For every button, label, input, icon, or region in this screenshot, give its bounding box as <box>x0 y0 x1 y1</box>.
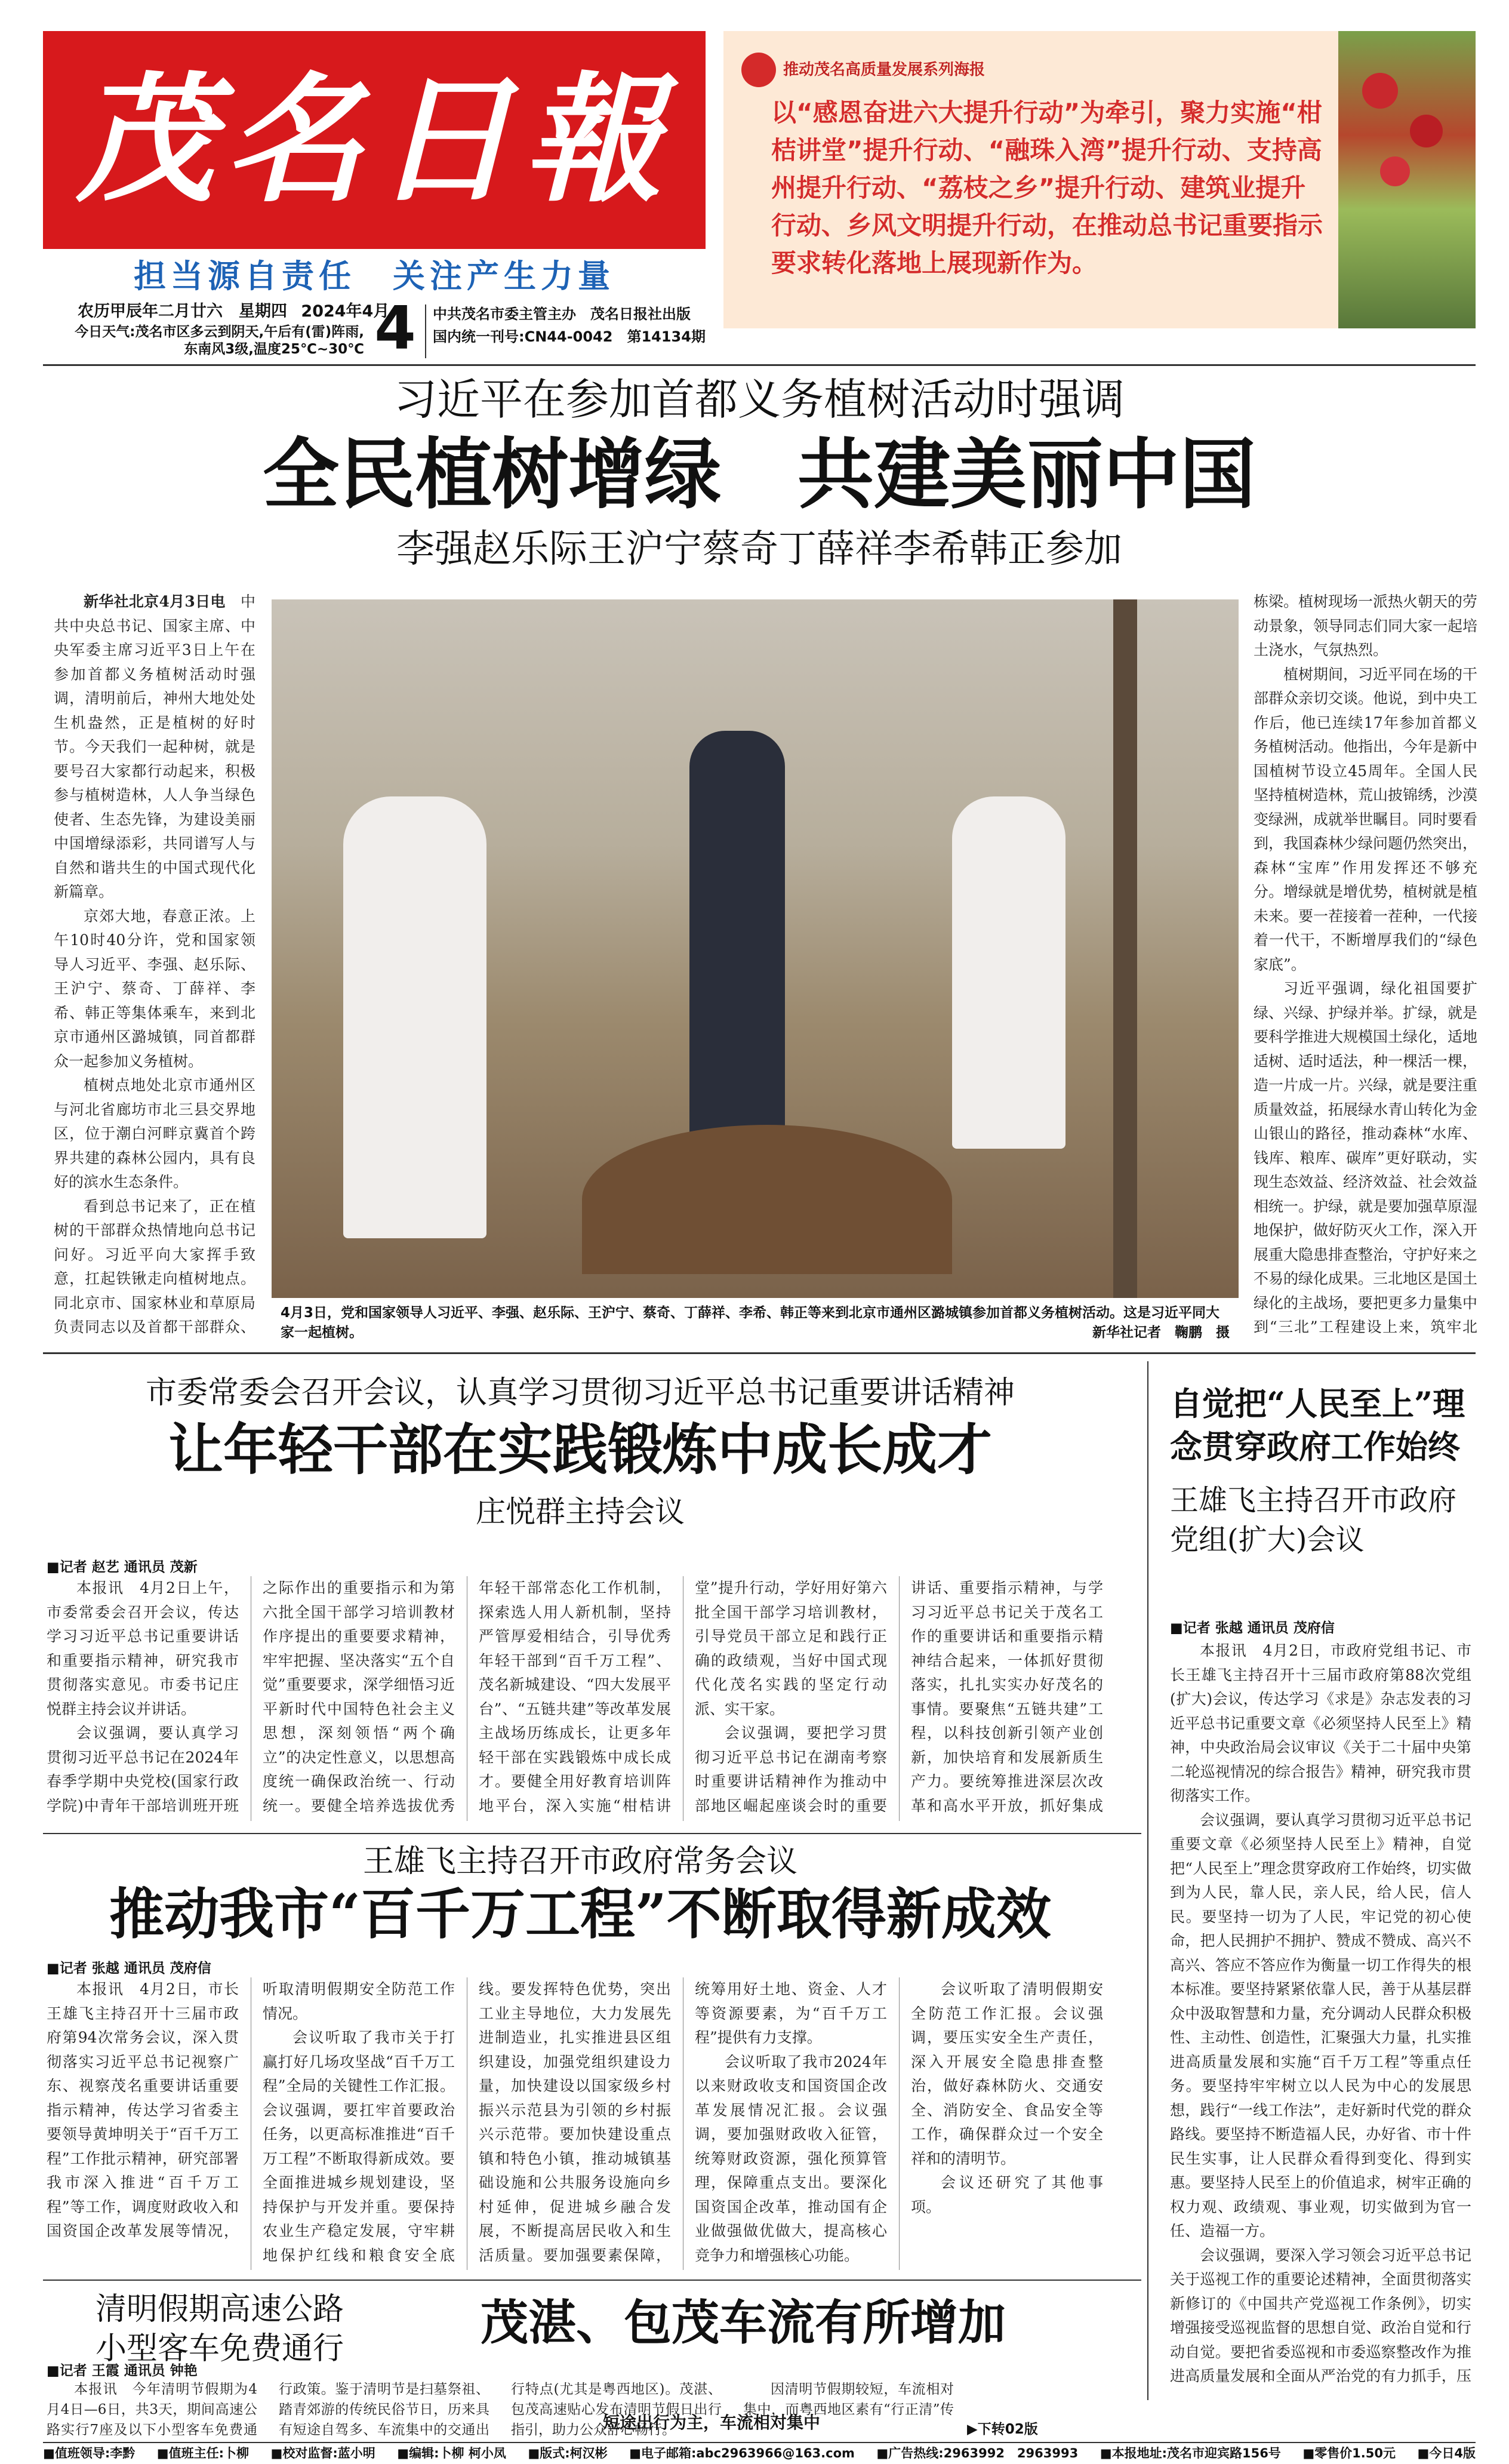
body-paragraph: 会议听取了我市关于打赢打好几场攻坚战“百千万工程”全局的关键性工作汇报。会议强调，要扛牢首要政治任务，以更高标准推进“百千万工程”不断取得新成效。要全面推进城乡规划建设，坚持保护与开发并重。要保持农业生产稳定发展，守牢耕地保护红线和粮食安全底线。要发挥特色优势，突出工业主导地位，大力发展先进制造业，扎实推进县区组织建设，加强党组织建设力量，加快建设以国家级乡村振兴示范县为引领的乡村振兴示范带。要加快建设重点镇和特色小镇，推动城镇基础设施和公共服务设施向乡村延伸，促进城乡融合发展，不断提高居民收入和生活质量。要加强要素保障，统筹用好土地、资金、人才等资源要素，为“百千万工程”提供有力支撑。 <box>263 1980 887 2264</box>
body-paragraph: 京郊大地，春意正浓。上午10时40分许，党和国家领导人习近平、李强、赵乐际、王沪宁、蔡奇、丁薛祥、李希、韩正等集体乘车，来到北京市通州区潞城镇，同首都群众一起参加义务植树。 <box>54 907 255 1070</box>
wang-headline: 自觉把“人民至上”理念贯穿政府工作始终 <box>1170 1385 1465 1466</box>
traffic-byline: ■记者 王霞 通讯员 钟艳 <box>47 2363 198 2379</box>
body-paragraph: 会议强调，要深入学习领会习近平总书记关于巡视工作的重要论述精神，全面贯彻落实新修订的《中国共产党巡视工作条例》，切实增强接受巡视监督的思想自觉、政治自觉和行动自觉。要把省委巡视和市委巡察整改作为推进高质量发展和全面从严治党的有力抓手，压 <box>1170 2246 1471 2385</box>
youth-kicker: 市委常委会召开会议，认真学习贯彻习近平总书记重要讲话精神 <box>145 1375 1015 1411</box>
lychee-illustration <box>1338 31 1476 328</box>
youth-byline: ■记者 赵艺 通讯员 茂新 <box>47 1559 198 1575</box>
youth-body <box>47 1576 1103 1821</box>
masthead <box>43 31 706 249</box>
photo-figure-right <box>952 796 1065 1149</box>
section-rule <box>43 1833 1141 1834</box>
issn-text: 国内统一刊号:CN44-0042 第14134期 <box>433 328 706 345</box>
baiqianwan-byline: ■记者 张越 通讯员 茂府信 <box>47 1961 211 1976</box>
newspaper-logo: 茂名日報 <box>75 58 673 221</box>
lead-photo <box>272 599 1239 1298</box>
year-month: 2024年4月 <box>301 302 390 321</box>
footer-item: ■零售价1.50元 <box>1302 2446 1396 2460</box>
issue-day: 4 <box>374 293 416 363</box>
lead-kicker: 习近平在参加首都义务植树活动时强调 <box>393 374 1125 424</box>
lunar-date: 农历甲辰年二月廿六 星期四 <box>78 302 287 321</box>
body-paragraph: 植树点地处北京市通州区与河北省廊坊市北三县交界地区，位于潮白河畔京冀首个跨界共建的森林公园内，具有良好的滨水生态条件。 <box>54 1076 255 1191</box>
wang-subhead: 王雄飞主持召开市政府党组(扩大)会议 <box>1170 1484 1457 1556</box>
footer-item: ■值班领导:李黔 <box>43 2446 135 2460</box>
footer-item: ■广告热线:2963992 2963993 <box>876 2446 1079 2460</box>
body-paragraph: 看到总书记来了，正在植树的干部群众热情地向总书记问好。习近平向大家挥手致意，扛起铁锹走向植树地点。同北京市、国家林业和草原局负责同志以及首都干部群众、 <box>54 1197 255 1336</box>
banner-logo-icon <box>741 53 776 87</box>
youth-subhead: 庄悦群主持会议 <box>476 1494 685 1529</box>
baiqianwan-body <box>47 1977 1103 2270</box>
wang-body-text: 本报讯 4月2日，市政府党组书记、市长王雄飞主持召开十三届市政府第88次党组(扩大)会议，传达学习《求是》杂志发表的习近平总书记重要文章《必须坚持人民至上》精神，中央政治局会议审议《关于二十届中央第二轮巡视情况的综合报告》精神，研究我市贯彻落实工作。 <box>1170 1642 1471 1804</box>
traffic-side-head-2: 小型客车免费通行 <box>96 2331 344 2367</box>
banner-text: 以“感恩奋进六大提升行动”为牵引，聚力实施“柑桔讲堂”提升行动、“融珠入湾”提升行动、支持高州提升行动、“荔枝之乡”提升行动、建筑业提升行动、乡风文明提升行动，在推动总书记重要指示要求转化落地上展现新作为。 <box>771 98 1323 278</box>
lead-dateline: 新华社北京4月3日电 <box>84 593 226 610</box>
section-rule <box>43 1352 1476 1354</box>
footer-bar <box>43 2444 1476 2462</box>
baiqianwan-body-text: 本报讯 4月2日，市长王雄飞主持召开十三届市政府第94次常务会议，深入贯彻落实习近平总书记视察广东、视察茂名重要讲话重要指示精神，传达学习省委主要领导黄坤明关于“百千万工程”工作批示精神，研究部署我市深入推进“百千万工程”等工作，调度财政收入和国资国企改革发展等情况，听取清明假期安全防范工作情况。 <box>47 1980 455 2240</box>
traffic-inline-head: 短途出行为主，车流相对集中 <box>603 2413 821 2432</box>
footer-item: ■值班主任:卜柳 <box>156 2446 250 2460</box>
vertical-rule <box>1147 1361 1148 2400</box>
footer-item: ■电子邮箱:abc2963966@163.com <box>629 2446 855 2460</box>
traffic-side-head-1: 清明假期高速公路 <box>96 2291 344 2327</box>
lychee-fruit-icon <box>1410 115 1443 147</box>
body-paragraph: 习近平强调，绿化祖国要扩绿、兴绿、护绿并举。扩绿，就是要科学推进大规模国土绿化，适地适树、适时适法，种一棵活一棵，造一片成一片。兴绿，就是要注重质量效益，拓展绿水青山转化为金山银山的路径，推动森林“水库、钱库、粮库、碳库”更好联动，实现生态效益、经济效益、社会效益相统一。护绿，就是要加强草原湿地保护，做好防灭火工作，深入开展重大隐患排查整治，守护好来之不易的绿化成果。三北地区是国土绿化的主战场，要把更多力量集中到“三北”工程建设上来，筑牢北 <box>1254 980 1477 1336</box>
photo-figure-center <box>689 731 785 1137</box>
wang-body <box>1170 1639 1471 2391</box>
footer-rule <box>43 2442 1476 2443</box>
sponsor-text: 中共茂名市委主管主办 茂名日报社出版 <box>433 306 691 322</box>
footer-item: ■今日4版 <box>1417 2446 1476 2460</box>
masthead-slogan: 担当源自责任 关注产生力量 <box>134 257 615 295</box>
body-paragraph: 会议强调，要认真学习贯彻习近平总书记在2024年春季学期中央党校(国家行政学院)中青年干部培训班开班之际作出的重要指示和为第六批全国干部学习培训教材作序提出的重要要求精神，牢牢把握、坚决落实“五个自觉”重要要求，深学细悟习近平新时代中国特色社会主义思想，深刻领悟“两个确立”的决定性意义，以思想高度统一确保政治统一、行动统一。要健全培养选拔优秀年轻干部常态化工作机制，探索选人用人新机制，坚持严管厚爱相结合，引导优秀年轻干部到“百千万工程”、茂名新城建设、“四大发展平台”、“五链共建”等改革发展主战场历练成长，让更多年轻干部在实践锻炼中成长成才。要健全用好教育培训阵地平台，深入实施“柑桔讲堂”提升行动，学好用好第六批全国干部学习培训教材，引导党员干部立足和践行正确的政绩观，当好中国式现代化茂名实践的坚定行动派、实干家。 <box>47 1579 887 1814</box>
lead-subhead: 李强赵乐际王沪宁蔡奇丁薛祥李希韩正参加 <box>396 527 1122 571</box>
body-paragraph: 会议听取了我市2024年以来财政收支和国资国企改革发展情况汇报。会议强调，要加强财政收入征管，统筹财政资源，强化预算管理，保障重点支出。要深化国资国企改革，推动国有企业做强做优做大，提高核心竞争力和增强核心功能。 <box>695 2053 887 2264</box>
youth-headline: 让年轻干部在实践锻炼中成长成才 <box>168 1417 992 1482</box>
section-rule <box>43 2280 1141 2281</box>
photo-soil-mound <box>582 1125 952 1274</box>
masthead-divider <box>425 304 426 358</box>
photo-tree <box>1113 599 1137 1298</box>
wang-byline: ■记者 张越 通讯员 茂府信 <box>1170 1620 1335 1636</box>
traffic-headline: 茂湛、包茂车流有所增加 <box>481 2294 1006 2351</box>
promo-banner <box>723 31 1476 328</box>
footer-item: ■本报地址:茂名市迎宾路156号 <box>1100 2446 1281 2460</box>
body-paragraph: 因清明节假期较短，车流相对集中，而粤西地区素有“行正清”传 <box>743 2382 954 2417</box>
traffic-body-text: 本报讯 今年清明节假期为4月4日—6日，共3天，期间高速公路实行7座及以下小型客车免费通行政策。鉴于清明节是扫墓祭祖、踏青郊游的传统民俗节日，历来具有短途自驾多、车流集中的交通出行特点(尤其是粤西地区)。茂湛、包茂高速贴心发布清明节假日出行指引，助力公众舒心畅行。 <box>47 2382 722 2438</box>
body-paragraph: 会议强调，要认真学习贯彻习近平总书记重要文章《必须坚持人民至上》精神，自觉把“人民至上”理念贯穿政府工作始终，切实做到为人民，靠人民，亲人民，给人民，信人民。要坚持一切为了人民，牢记党的初心使命，把人民拥护不拥护、赞成不赞成、高兴不高兴、答应不答应作为衡量一切工作得失的根本标准。要坚持紧紧依靠人民，善于从基层群众中汲取智慧和力量，充分调动人民群众积极性、主动性、创造性，汇聚强大力量，扎实推进高质量发展和实施“百千万工程”等重点任务。要坚持牢牢树立以人民为中心的发展思想，践行“一线工作法”，走好新时代党的群众路线。要坚持不断造福人民，办好省、市十件民生实事，让人民群众看得到变化、得到实惠。要坚持人民至上的价值追求，树牢正确的权力观、政绩观、事业观，切实做到为官一任、造福一方。 <box>1170 1811 1471 2240</box>
lead-body-right: 栋梁。植树现场一派热火朝天的劳动景象，领导同志们同大家一起培土浇水，气氛热烈。 <box>1254 593 1477 659</box>
photo-figure-left <box>343 796 486 1238</box>
baiqianwan-headline: 推动我市“百千万工程”不断取得新成效 <box>109 1882 1051 1946</box>
footer-item: ■编辑:卜柳 柯小凤 <box>397 2446 506 2460</box>
body-paragraph: 会议还研究了其他事项。 <box>911 2174 1103 2216</box>
body-paragraph: 植树期间，习近平同在场的干部群众亲切交谈。他说，到中央工作后，他已连续17年参加首都义务植树活动。他指出，今年是新中国植树节设立45周年。全国人民坚持植树造林，荒山披锦绣，沙漠变绿洲，成就举世瞩目。同时要看到，我国森林少绿问题仍然突出，森林“宝库”作用发挥还不够充分。增绿就是增优势，植树就是植未来。要一茬接着一茬种，一代接着一代干，不断增厚我们的“绿色家底”。 <box>1254 665 1477 973</box>
photo-credit: 新华社记者 鞠鹏 摄 <box>1092 1325 1230 1340</box>
lychee-fruit-icon <box>1362 73 1398 109</box>
body-paragraph: 会议听取了清明假期安全防范工作汇报。会议强调，要压实安全生产责任，深入开展安全隐患排查整治，做好森林防火、交通安全、消防安全、食品安全等工作，确保群众过一个安全祥和的清明节。 <box>911 1980 1103 2167</box>
lead-column-left <box>54 590 255 1339</box>
lead-column-right <box>1254 590 1477 1339</box>
weather-text: 今日天气:茂名市区多云到阴天,午后有(雷)阵雨,东南风3级,温度25℃~30℃ <box>75 324 364 357</box>
photo-caption <box>281 1303 1230 1343</box>
turn-page-note: ▶下转02版 <box>967 2422 1038 2437</box>
banner-caption: 推动茂名高质量发展系列海报 <box>783 61 986 79</box>
lead-headline: 全民植树增绿 共建美丽中国 <box>262 430 1256 519</box>
footer-item: ■校对监督:蓝小明 <box>270 2446 375 2460</box>
lead-body-left: 中共中央总书记、国家主席、中央军委主席习近平3日上午在参加首都义务植树活动时强调，清明前后，神州大地处处生机盎然，正是植树的好时节。今天我们一起种树，就是要号召大家都行动起来，积极参与植树造林，人人争当绿色使者、生态先锋，为建设美丽中国增绿添彩，共同谱写人与自然和谐共生的中国式现代化新篇章。 <box>54 593 255 900</box>
footer-item: ■版式:柯汉彬 <box>528 2446 608 2460</box>
photo-caption-text: 4月3日，党和国家领导人习近平、李强、赵乐际、王沪宁、蔡奇、丁薛祥、李希、韩正等来到北京市通州区潞城镇参加首都义务植树活动。这是习近平同大家一起植树。 <box>281 1305 1220 1340</box>
traffic-side-head <box>96 2290 382 2368</box>
baiqianwan-kicker: 王雄飞主持召开市政府常务会议 <box>362 1844 797 1879</box>
body-paragraph: 会议强调，要把学习贯彻习近平总书记在湖南考察时重要讲话精神作为推动中部地区崛起座谈会时的重要讲话、重要指示精神，与学习习近平总书记关于茂名工作的重要讲话和重要指示精神结合起来，一体抓好贯彻落实，扎扎实实办好茂名的事情。要聚焦“五链共建”工程，以科技创新引领产业创新，加快培育和发展新质生产力。要统筹推进深层次改革和高水平开放，抓好集成 <box>695 1579 1103 1814</box>
masthead-rule <box>43 364 1476 366</box>
youth-body-text: 本报讯 4月2日上午，市委常委会召开会议，传达学习习近平总书记重要讲话和重要指示精神，研究我市贯彻落实意见。市委书记庄悦群主持会议并讲话。 <box>47 1579 239 1718</box>
lychee-fruit-icon <box>1380 156 1410 186</box>
